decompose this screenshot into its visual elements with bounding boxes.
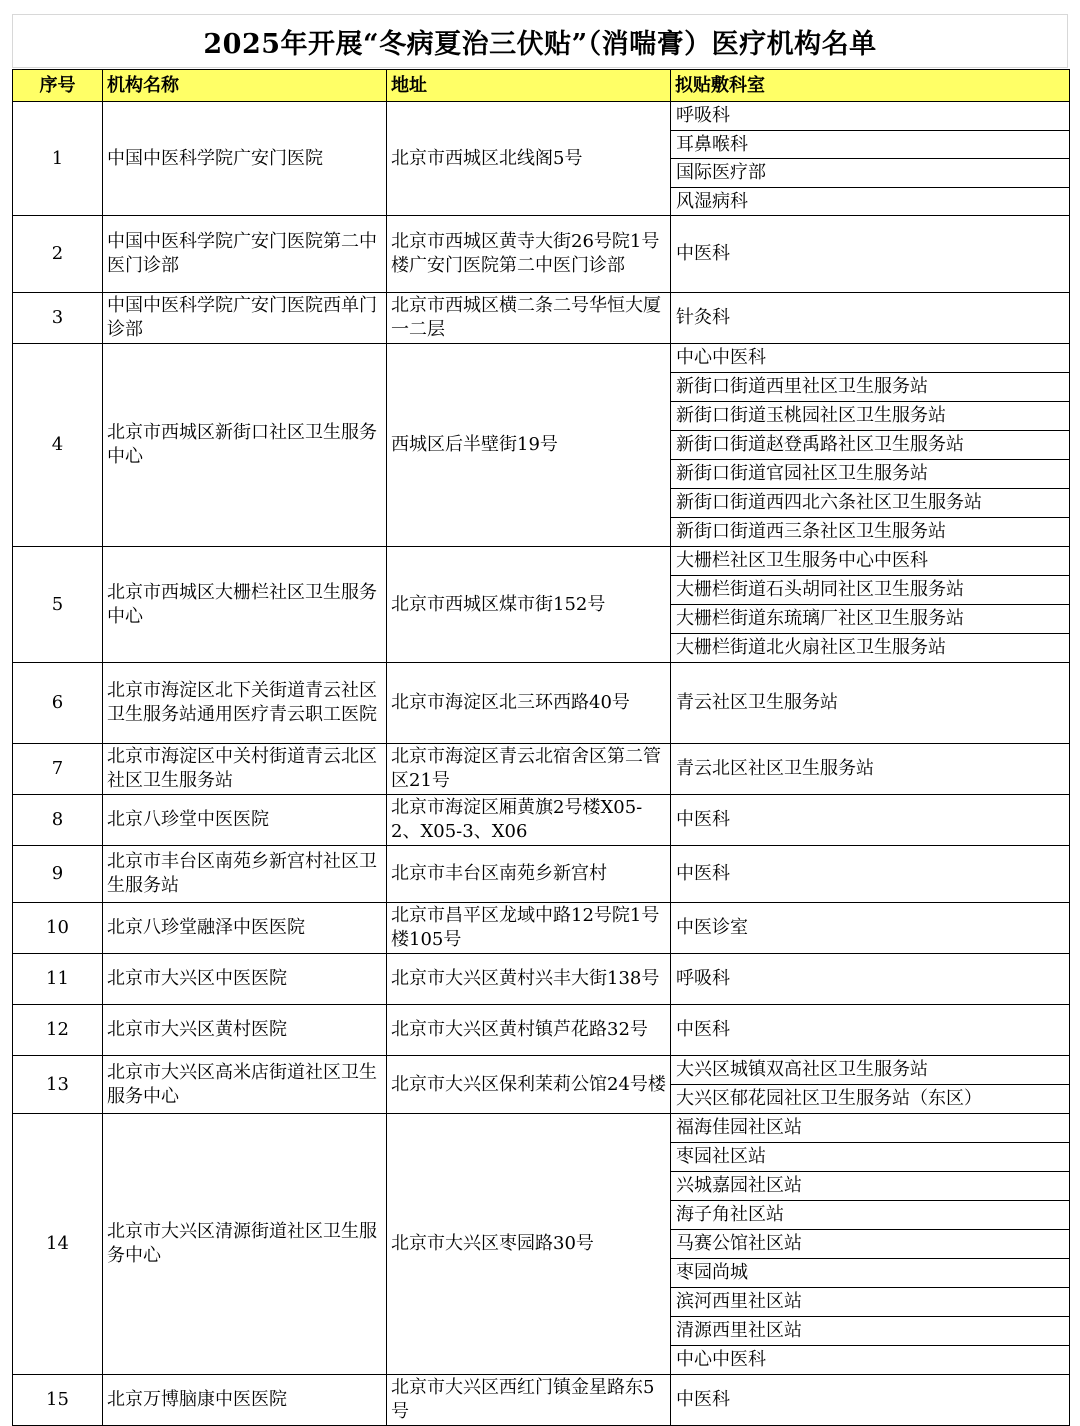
department-item: 国际医疗部 [671, 158, 1069, 187]
address-cell: 北京市西城区北线阁5号 [387, 102, 671, 216]
serial-number-cell: 13 [13, 1056, 103, 1114]
address-cell: 北京市大兴区保利茉莉公馆24号楼 [387, 1056, 671, 1114]
department-item: 风湿病科 [671, 187, 1069, 216]
serial-number-cell: 15 [13, 1375, 103, 1426]
department-cell [671, 547, 1070, 663]
department-item: 青云社区卫生服务站 [676, 691, 838, 713]
department-item: 新街口街道赵登禹路社区卫生服务站 [671, 430, 1069, 459]
table-row [13, 903, 1070, 954]
institution-name-cell: 中国中医科学院广安门医院 [103, 102, 387, 216]
department-item: 枣园尚城 [671, 1258, 1069, 1287]
department-cell [671, 795, 1070, 846]
department-item: 兴城嘉园社区站 [671, 1171, 1069, 1200]
institution-name-cell: 北京万博脑康中医医院 [103, 1375, 387, 1426]
address-cell: 北京市海淀区青云北宿舍区第二管区21号 [387, 744, 671, 795]
institution-name-cell: 北京市大兴区高米店街道社区卫生服务中心 [103, 1056, 387, 1114]
address-cell: 北京市海淀区北三环西路40号 [387, 663, 671, 744]
department-cell [671, 216, 1070, 293]
department-item: 呼吸科 [676, 967, 730, 989]
department-item: 大栅栏街道北火扇社区卫生服务站 [671, 633, 1069, 662]
department-cell [671, 344, 1070, 547]
department-cell [671, 1005, 1070, 1056]
department-item: 中医诊室 [676, 916, 748, 938]
table-row [13, 846, 1070, 903]
table-header-row [13, 70, 1070, 102]
department-item: 大栅栏街道石头胡同社区卫生服务站 [671, 575, 1069, 604]
department-cell [671, 903, 1070, 954]
department-item: 新街口街道西三条社区卫生服务站 [671, 517, 1069, 546]
department-item: 青云北区社区卫生服务站 [676, 757, 874, 779]
table-row [13, 547, 1070, 663]
institution-name-cell: 北京八珍堂中医医院 [103, 795, 387, 846]
department-item: 枣园社区站 [671, 1142, 1069, 1171]
address-cell: 北京市西城区煤市街152号 [387, 547, 671, 663]
address-cell: 北京市西城区黄寺大街26号院1号楼广安门医院第二中医门诊部 [387, 216, 671, 293]
department-item: 中心中医科 [671, 1345, 1069, 1374]
department-item: 耳鼻喉科 [671, 130, 1069, 159]
department-item: 海子角社区站 [671, 1200, 1069, 1229]
serial-number-cell: 12 [13, 1005, 103, 1056]
department-item: 大栅栏社区卫生服务中心中医科 [676, 550, 928, 571]
table-row [13, 1056, 1070, 1114]
serial-number-cell: 14 [13, 1114, 103, 1375]
serial-number-cell: 7 [13, 744, 103, 795]
department-item: 中医科 [676, 1388, 730, 1410]
institution-table [12, 69, 1070, 1426]
department-item: 滨河西里社区站 [671, 1287, 1069, 1316]
header-serial-no: 序号 [13, 70, 103, 102]
department-item: 大兴区城镇双高社区卫生服务站 [676, 1059, 928, 1080]
department-cell [671, 1114, 1070, 1375]
table-row [13, 1114, 1070, 1375]
department-cell [671, 663, 1070, 744]
department-item: 大栅栏街道东琉璃厂社区卫生服务站 [671, 604, 1069, 633]
department-item: 新街口街道西四北六条社区卫生服务站 [671, 488, 1069, 517]
department-item: 新街口街道玉桃园社区卫生服务站 [671, 401, 1069, 430]
address-cell: 北京市昌平区龙域中路12号院1号楼105号 [387, 903, 671, 954]
serial-number-cell: 4 [13, 344, 103, 547]
serial-number-cell: 9 [13, 846, 103, 903]
department-item: 中医科 [676, 808, 730, 830]
serial-number-cell: 8 [13, 795, 103, 846]
table-row [13, 954, 1070, 1005]
header-institution-name: 机构名称 [103, 70, 387, 102]
table-row [13, 1375, 1070, 1426]
department-item: 清源西里社区站 [671, 1316, 1069, 1345]
table-row [13, 293, 1070, 344]
table-row [13, 344, 1070, 547]
serial-number-cell: 1 [13, 102, 103, 216]
institution-name-cell: 北京市西城区大栅栏社区卫生服务中心 [103, 547, 387, 663]
address-cell: 北京市西城区横二条二号华恒大厦一二层 [387, 293, 671, 344]
department-cell [671, 1056, 1070, 1114]
department-item: 大兴区郁花园社区卫生服务站（东区） [671, 1084, 1069, 1113]
serial-number-cell: 2 [13, 216, 103, 293]
serial-number-cell: 10 [13, 903, 103, 954]
institution-name-cell: 北京市海淀区中关村街道青云北区社区卫生服务站 [103, 744, 387, 795]
table-row [13, 216, 1070, 293]
institution-name-cell: 北京市丰台区南苑乡新宫村社区卫生服务站 [103, 846, 387, 903]
address-cell: 西城区后半壁街19号 [387, 344, 671, 547]
document-title: 2025年开展“冬病夏治三伏贴”（消喘膏）医疗机构名单 [12, 14, 1068, 68]
department-item: 中医科 [676, 862, 730, 884]
address-cell: 北京市大兴区黄村镇芦花路32号 [387, 1005, 671, 1056]
institution-name-cell: 北京市大兴区黄村医院 [103, 1005, 387, 1056]
department-cell [671, 293, 1070, 344]
department-item: 福海佳园社区站 [676, 1117, 802, 1138]
department-item: 中医科 [676, 242, 730, 264]
serial-number-cell: 5 [13, 547, 103, 663]
serial-number-cell: 6 [13, 663, 103, 744]
department-cell [671, 846, 1070, 903]
table-row [13, 663, 1070, 744]
department-item: 针灸科 [676, 306, 730, 328]
address-cell: 北京市丰台区南苑乡新宫村 [387, 846, 671, 903]
table-row [13, 1005, 1070, 1056]
institution-name-cell: 北京市大兴区清源街道社区卫生服务中心 [103, 1114, 387, 1375]
department-item: 新街口街道西里社区卫生服务站 [671, 372, 1069, 401]
address-cell: 北京市大兴区黄村兴丰大街138号 [387, 954, 671, 1005]
table-row [13, 744, 1070, 795]
department-item: 中心中医科 [676, 347, 766, 368]
serial-number-cell: 11 [13, 954, 103, 1005]
address-cell: 北京市大兴区枣园路30号 [387, 1114, 671, 1375]
department-cell [671, 744, 1070, 795]
header-department: 拟贴敷科室 [671, 70, 1070, 102]
department-item: 马赛公馆社区站 [671, 1229, 1069, 1258]
institution-name-cell: 北京八珍堂融泽中医医院 [103, 903, 387, 954]
institution-name-cell: 北京市西城区新街口社区卫生服务中心 [103, 344, 387, 547]
table-row [13, 795, 1070, 846]
department-cell [671, 1375, 1070, 1426]
address-cell: 北京市大兴区西红门镇金星路东5号 [387, 1375, 671, 1426]
department-item: 呼吸科 [676, 105, 730, 126]
table-row [13, 102, 1070, 216]
institution-name-cell: 中国中医科学院广安门医院第二中医门诊部 [103, 216, 387, 293]
department-cell [671, 954, 1070, 1005]
serial-number-cell: 3 [13, 293, 103, 344]
header-address: 地址 [387, 70, 671, 102]
table-body [13, 102, 1070, 1426]
institution-name-cell: 北京市海淀区北下关街道青云社区卫生服务站通用医疗青云职工医院 [103, 663, 387, 744]
department-cell [671, 102, 1070, 216]
department-item: 新街口街道官园社区卫生服务站 [671, 459, 1069, 488]
address-cell: 北京市海淀区厢黄旗2号楼X05-2、X05-3、X06 [387, 795, 671, 846]
department-item: 中医科 [676, 1018, 730, 1040]
institution-name-cell: 北京市大兴区中医医院 [103, 954, 387, 1005]
institution-name-cell: 中国中医科学院广安门医院西单门诊部 [103, 293, 387, 344]
